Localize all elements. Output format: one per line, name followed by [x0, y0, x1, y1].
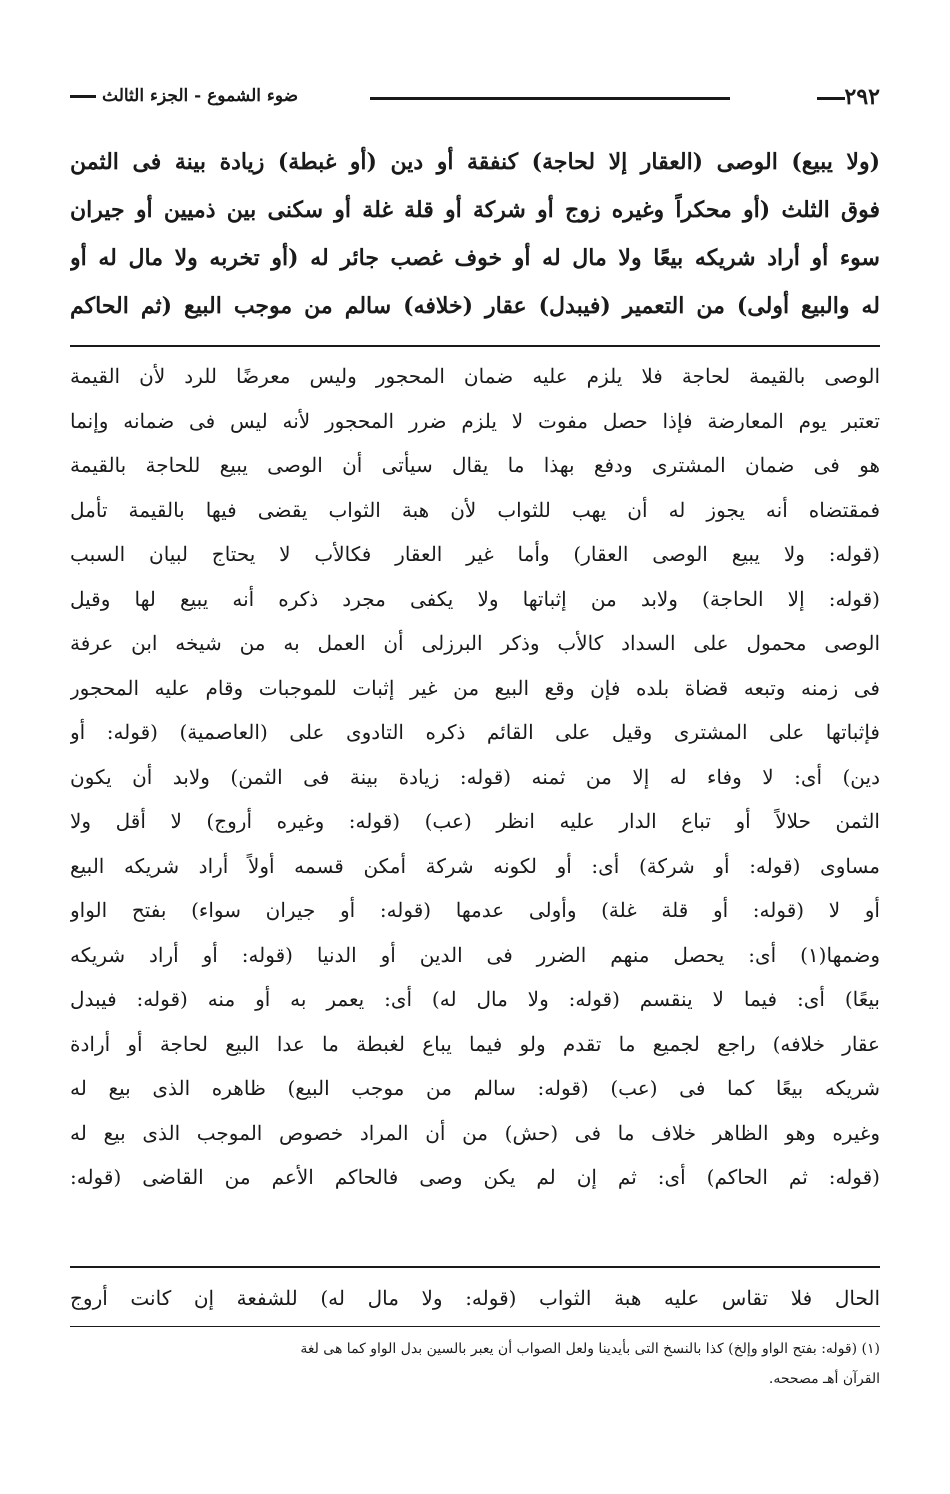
main-text: [70, 138, 880, 330]
commentary-line: الوصى محمول على السداد كالأب وذكر البرزلى أن العمل به من شيخه ابن عرفة: [70, 631, 880, 655]
main-line: سوء أو أراد شريكه بيعًا ولا مال له أو خوف غصب جائر له (أو تخربه ولا مال له أو: [70, 245, 880, 271]
title-dash: [70, 95, 96, 98]
commentary-line: (قوله: ولا يبيع الوصى العقار) وأما غير العقار فكالأب لا يحتاج لبيان السبب: [70, 542, 880, 566]
commentary-line: وغيره وهو الظاهر خلاف ما فى (حش) من أن المراد خصوص الموجب الذى بيع له: [70, 1120, 880, 1145]
commentary-line: فمقتضاه أنه يجوز له أن يهب للثواب لأن هبة الثواب يقضى فيها بالقيمة تأمل: [70, 497, 880, 522]
carryover-line: الحال فلا تقاس عليه هبة الثواب (قوله: ولا مال له) للشفعة إن كانت أروج: [70, 1286, 880, 1310]
commentary-line: عقار خلافه) راجع لجميع ما تقدم ولو فيما يباع لغبطة ما عدا البيع لحاجة أو أرادة: [70, 1031, 880, 1056]
footnote-divider: [70, 1326, 880, 1327]
footnote-line: القرآن أهـ مصححه.: [768, 1371, 880, 1387]
page-header: [70, 84, 880, 114]
commentary-divider: [70, 1266, 880, 1268]
footnote: [70, 1334, 880, 1394]
header-rule: [370, 97, 730, 100]
commentary-line: شريكه بيعًا كما فى (عب) (قوله: سالم من موجب البيع) ظاهره الذى بيع له: [70, 1076, 880, 1100]
running-title: ضوء الشموع - الجزء الثالث: [70, 86, 298, 106]
commentary-line: وضمها(١) أى: يحصل منهم الضرر فى الدين أو الدنيا (قوله: أو أراد شريكه: [70, 942, 880, 967]
page-number: ٢٩٢: [811, 84, 880, 110]
main-line: له والبيع أولى) من التعمير (فيبدل) عقار (خلافه) سالم من موجب البيع (ثم الحاكم: [70, 293, 880, 319]
footnote-line: (١) (قوله: بفتح الواو وإلخ) كذا بالنسخ التى بأيدينا ولعل الصواب أن يعبر بالسين بدل الواو كما هى لغة: [300, 1341, 880, 1357]
commentary-line: (قوله: ثم الحاكم) أى: ثم إن لم يكن وصى فالحاكم الأعم من القاضى (قوله:: [70, 1165, 880, 1189]
commentary-line: فإثباتها على المشترى وقيل على القائم ذكره التادوى على (العاصمية) (قوله: أو: [70, 720, 880, 744]
main-line: (ولا يبيع) الوصى (العقار إلا لحاجة) كنفقة أو دين (أو غبطة) زيادة بينة فى الثمن: [70, 149, 880, 175]
header-dash: [817, 97, 845, 100]
commentary-line: (قوله: إلا الحاجة) ولابد من إثباتها ولا يكفى مجرد ذكره أنه يبيع لها وقيل: [70, 586, 880, 611]
main-line: فوق الثلث (أو محكراً وغيره زوج أو شركة أو قلة غلة أو سكنى بين ذميين أو جيران: [70, 197, 880, 223]
commentary-line: فى زمنه وتبعه قضاة بلده فإن وقع البيع من غير إثبات للموجبات وقام عليه المحجور: [70, 675, 880, 700]
commentary: [70, 354, 880, 1200]
commentary-line: أو لا (قوله: أو قلة غلة) وأولى عدمها (قوله: أو جيران سواء) بفتح الواو: [70, 898, 880, 922]
commentary-line: مساوى (قوله: أو شركة) أى: أو لكونه شركة أمكن قسمه أولاً أراد شريكه البيع: [70, 853, 880, 878]
commentary-line: تعتبر يوم المعارضة فإذا حصل مفوت لا يلزم ضرر المحجور لأنه ليس فى ضمانه وإنما: [70, 408, 880, 433]
commentary-line: دين) أى: لا وفاء له إلا من ثمنه (قوله: زيادة بينة فى الثمن) ولابد أن يكون: [70, 764, 880, 789]
commentary-line: الوصى بالقيمة لحاجة فلا يلزم عليه ضمان المحجور وليس معرضًا للرد لأن القيمة: [70, 364, 880, 388]
main-divider: [70, 345, 880, 347]
commentary-line: بيعًا) أى: فيما لا ينقسم (قوله: ولا مال له) أى: يعمر به أو منه (قوله: فيبدل: [70, 987, 880, 1011]
commentary-line: هو فى ضمان المشترى ودفع بهذا ما يقال سيأتى أن الوصى يبيع للحاجة بالقيمة: [70, 453, 880, 477]
commentary-line: الثمن حلالاً أو تباع الدار عليه انظر (عب) (قوله: وغيره أروج) لا أقل ولا: [70, 809, 880, 833]
